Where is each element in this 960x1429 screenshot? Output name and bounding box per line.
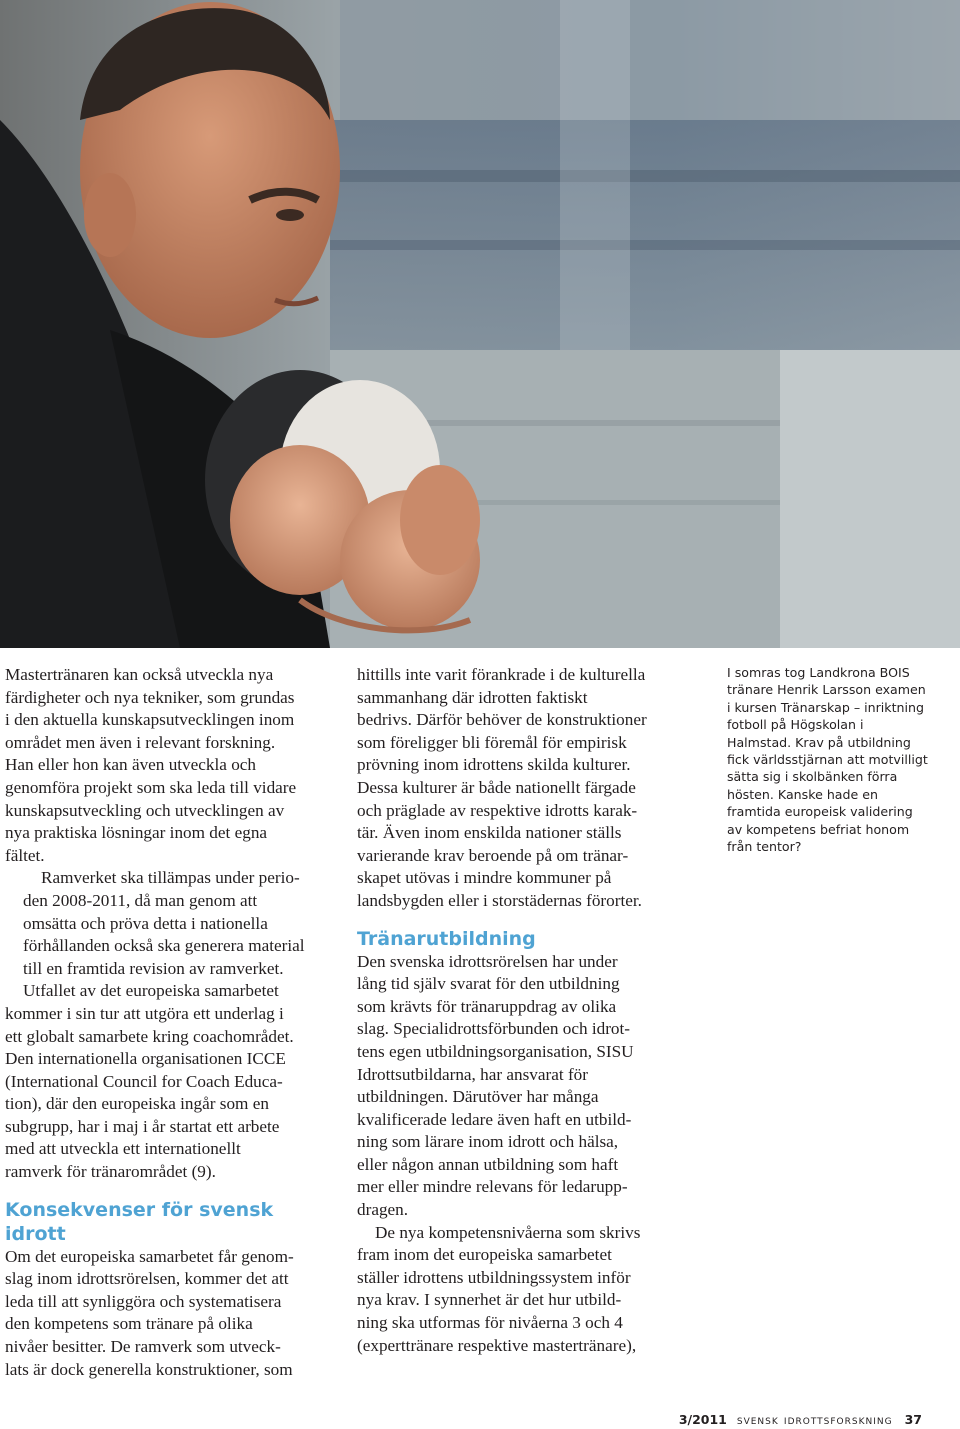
paragraph: De nya kompetensnivåerna som skrivs fram inom det europeiska samarbetet ställer idrottens utbildningssystem inför nya krav. I synnerhet är det hur utbild- ning ska utformas för nivåerna 3 och 4 (experttränare respektive mastertränare), xyxy=(357,1222,641,1355)
paragraph: Utfallet av det europeiska samarbetet kommer i sin tur att utgöra ett underlag i ett globalt samarbete kring coachområdet. Den internationella organisationen ICCE (International Council for Coach Educa- tion), där den europeiska ingår som en subgrupp, har i maj i år startat ett arbete med att utveckla ett internationellt ramverk för tränarområdet (9). xyxy=(5,981,294,1182)
paragraph: Ramverket ska tillämpas under perio- den 2008-2011, då man genom att omsätta och pröva detta i nationella förhållanden också ska generera material till en framtida revision av ramverket. xyxy=(23,868,305,978)
magazine-name: svensk idrottsforskning xyxy=(736,1413,893,1428)
paragraph: hittills inte varit förankrade i de kulturella sammanhang där idrotten faktiskt bedrivs. Därför behöver de konstruktioner som föreligger bli föremål för empirisk prövning inom idrottens skilda kulturer. Dessa kulturer är både nationellt färgade och präglade av respektive idrotts karak- tär. Även inom enskilda nationer ställs varierande krav beroende på om tränar- skapet utövas i mindre kommuner på landsbygden eller i storstädernas förorter. xyxy=(357,665,647,910)
text-column-1 xyxy=(5,664,335,1381)
paragraph: Mastertränaren kan också utveckla nya färdigheter och nya tekniker, som grundas i den aktuella kunskapsutvecklingen inom området men även i relevant forskning. Han eller hon kan även utveckla och genomföra projekt som ska leda till vidare kunskapsutveckling och utvecklingen av nya praktiska lösningar inom det egna fältet. xyxy=(5,665,297,865)
page-footer xyxy=(679,1412,922,1428)
header-photo xyxy=(0,0,960,648)
paragraph: Om det europeiska samarbetet får genom- slag inom idrottsrörelsen, kommer det att leda till att synliggöra och systematisera den kompetens som tränare på olika nivåer besitter. De ramverk som utveck- lats är dock generella konstruktioner, som xyxy=(5,1246,294,1379)
page-number: 37 xyxy=(904,1412,922,1427)
paragraph: Den svenska idrottsrörelsen har under lång tid själv svarat för den utbildning som krävts för tränaruppdrag av olika slag. Specialidrottsförbunden och idrot- tens egen utbildningsorganisation, SISU Idrottsutbildarna, har ansvarat för utbildningen. Därutöver har många kvalificerade ledare även haft en utbild- ning som lärare inom idrott och hälsa, eller någon annan utbildning som haft mer eller mindre relevans för ledarupp- dragen. xyxy=(357,951,634,1220)
section-heading-tranarutbildning: Tränarutbildning xyxy=(357,927,536,950)
issue-number: 3/2011 xyxy=(678,1412,727,1427)
section-heading-konsekvenser: Konsekvenser för svensk idrott xyxy=(5,1198,274,1245)
coach-photo-illustration xyxy=(0,0,960,648)
text-column-2 xyxy=(357,664,697,1357)
photo-caption: I somras tog Landkrona BOIS tränare Henrik Larsson examen i kursen Tränarskap – inriktning fotboll på Högskolan i Halmstad. Krav på utbildning fick världsstjärnan att motvilligt sätta sig i skolbänken förra hösten. Kanske hade en framtida europeisk validering av kompetens befriat honom från tentor? xyxy=(727,665,928,855)
